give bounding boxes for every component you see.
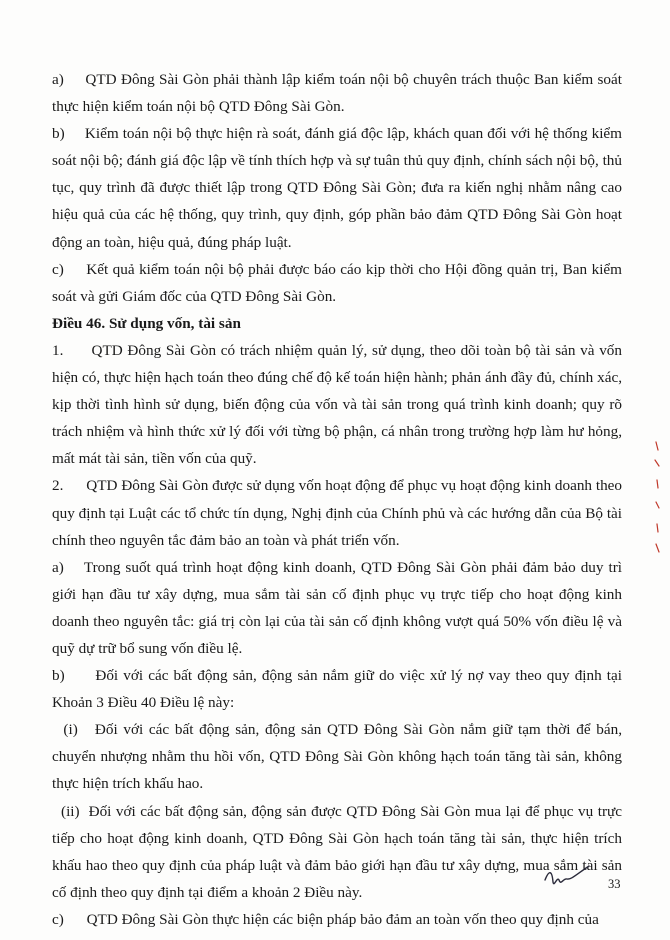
paragraph-b-real-estate: b) Đối với các bất động sản, động sản nắm giữ do việc xử lý nợ vay theo quy định tại Khoản 3 Điều 40 Điều lệ này: <box>52 667 622 712</box>
paragraph-a-internal-audit: a) QTD Đông Sài Gòn phải thành lập kiểm toán nội bộ chuyên trách thuộc Ban kiểm soát thực hiện kiểm toán nội bộ QTD Đông Sài Gòn. <box>52 71 622 116</box>
paragraph-ii-repurchase: (ii) Đối với các bất động sản, động sản được QTD Đông Sài Gòn mua lại để phục vụ trực tiếp cho hoạt động kinh doanh, QTD Đông Sài Gòn hạch toán tăng tài sản, thực hiện trích khấu hao theo quy định của pháp luật và đảm bảo giới hạn đầu tư xây dựng, mua sắm tài sản cố định theo quy định tại điểm a khoản 2 Điều này. <box>52 802 622 901</box>
page-number: 33 <box>608 877 621 891</box>
paragraph-c-safety-measures: c) QTD Đông Sài Gòn thực hiện các biện pháp bảo đảm an toàn vốn theo quy định của <box>52 910 599 928</box>
paragraph-b-internal-audit: b) Kiểm toán nội bộ thực hiện rà soát, đánh giá độc lập, khách quan đối với hệ thống kiểm soát nội bộ; đánh giá độc lập về tính thích hợp và sự tuân thủ quy định, chính sách nội bộ, thủ tục, quy trình đã được thiết lập trong QTD Đông Sài Gòn; đưa ra kiến nghị nhằm nâng cao hiệu quả của các hệ thống, quy trình, quy định, góp phần bảo đảm QTD Đông Sài Gòn hoạt động an toàn, hiệu quả, đúng pháp luật. <box>52 125 622 251</box>
handwritten-signature <box>543 862 591 892</box>
paragraph-c-audit-report: c) Kết quả kiểm toán nội bộ phải được báo cáo kịp thời cho Hội đồng quản trị, Ban kiểm soát và gửi Giám đốc của QTD Đông Sài Gòn. <box>52 260 622 305</box>
paragraph-a-fixed-asset-limit: a) Trong suốt quá trình hoạt động kinh doanh, QTD Đông Sài Gòn phải đảm bảo duy trì giới hạn đầu tư xây dựng, mua sắm tài sản cố định phục vụ trực tiếp cho hoạt động kinh doanh theo nguyên tắc: giá trị còn lại của tài sản cố định không vượt quá 50% vốn điều lệ và quỹ dự trữ bổ sung vốn điều lệ. <box>52 558 622 657</box>
document-body <box>52 66 622 933</box>
article-46-heading: Điều 46. Sử dụng vốn, tài sản <box>52 314 241 332</box>
paragraph-2-capital-use: 2. QTD Đông Sài Gòn được sử dụng vốn hoạt động để phục vụ hoạt động kinh doanh theo quy định tại Luật các tổ chức tín dụng, Nghị định của Chính phủ và các hướng dẫn của Bộ tài chính theo nguyên tắc đảm bảo an toàn và phát triển vốn. <box>52 477 622 549</box>
paragraph-i-temporary-holding: (i) Đối với các bất động sản, động sản QTD Đông Sài Gòn nắm giữ tạm thời để bán, chuyển nhượng nhằm thu hồi vốn, QTD Đông Sài Gòn không hạch toán tăng tài sản, không thực hiện trích khấu hao. <box>52 721 622 793</box>
paragraph-1-asset-management: 1. QTD Đông Sài Gòn có trách nhiệm quản lý, sử dụng, theo dõi toàn bộ tài sản và vốn hiện có, thực hiện hạch toán theo đúng chế độ kế toán hiện hành; phản ánh đầy đủ, chính xác, kịp thời tình hình sử dụng, biến động của vốn và tài sản trong quá trình kinh doanh; quy rõ trách nhiệm và hình thức xử lý đối với từng bộ phận, cá nhân trong trường hợp làm hư hỏng, mất mát tài sản, tiền vốn của quỹ. <box>52 341 622 468</box>
margin-stamp-marks <box>652 440 666 560</box>
